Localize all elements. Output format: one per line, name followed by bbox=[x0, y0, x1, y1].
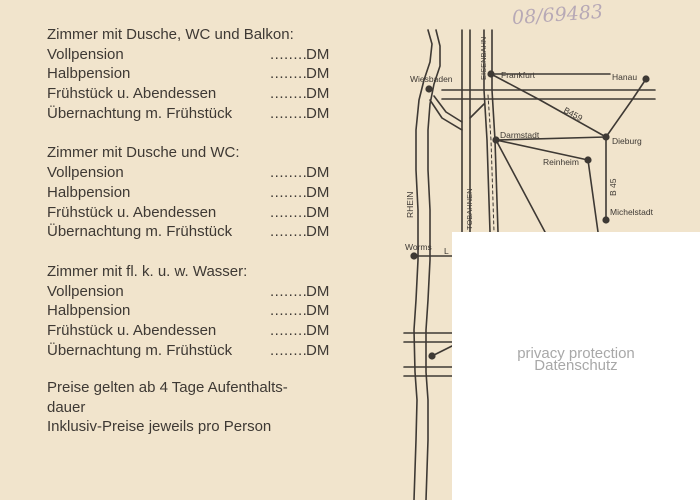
railway-label: EISENBAHN bbox=[479, 36, 488, 80]
row-dots: ........ bbox=[270, 104, 308, 122]
autobahn-label: TOBAHNEN bbox=[465, 188, 474, 230]
row-currency: DM bbox=[306, 203, 330, 221]
city-label-frankfurt: Frankfurt bbox=[501, 70, 536, 80]
privacy-overlay bbox=[452, 232, 700, 500]
row-label: Frühstück u. Abendessen bbox=[47, 85, 217, 103]
row-dots: ........ bbox=[270, 203, 308, 221]
row-dots: ........ bbox=[270, 183, 308, 201]
highway-ramp-b bbox=[434, 96, 462, 122]
note-line: dauer bbox=[47, 398, 86, 416]
privacy-text-en: privacy protection bbox=[517, 345, 635, 362]
city-label-dieburg: Dieburg bbox=[612, 136, 642, 146]
row-label: Übernachtung m. Frühstück bbox=[47, 223, 233, 241]
row-dots: ........ bbox=[270, 302, 308, 320]
row-dots: ........ bbox=[270, 321, 308, 339]
note-line: Inklusiv-Preise jeweils pro Person bbox=[47, 418, 272, 436]
row-dots: ........ bbox=[270, 341, 308, 359]
note-line: Preise gelten ab 4 Tage Aufenthalts- bbox=[47, 379, 288, 397]
row-label: Vollpension bbox=[47, 282, 124, 300]
row-currency: DM bbox=[306, 164, 330, 182]
row-currency: DM bbox=[306, 85, 330, 103]
city-dot-michelstadt bbox=[602, 216, 609, 223]
road-label-b45: B 45 bbox=[608, 178, 618, 196]
city-dot-frankfurt bbox=[487, 70, 494, 77]
city-dot-darmstadt bbox=[492, 136, 499, 143]
city-dot-south bbox=[428, 352, 435, 359]
row-currency: DM bbox=[306, 65, 330, 83]
road-frankfurt-dieburg bbox=[491, 74, 606, 137]
highway-ramp-c bbox=[470, 104, 484, 118]
road-hanau-dieburg bbox=[606, 79, 646, 137]
city-dot-hanau bbox=[642, 75, 649, 82]
section-title: Zimmer mit fl. k. u. w. Wasser: bbox=[47, 262, 248, 280]
row-label: Übernachtung m. Frühstück bbox=[47, 104, 233, 122]
city-label-darmstadt: Darmstadt bbox=[500, 130, 540, 140]
city-label-hanau: Hanau bbox=[612, 72, 638, 82]
road-label-b459: B459 bbox=[562, 104, 585, 124]
highway-ramp-a bbox=[430, 100, 462, 130]
row-label: Übernachtung m. Frühstück bbox=[47, 341, 233, 359]
row-currency: DM bbox=[306, 45, 330, 63]
section-title: Zimmer mit Dusche und WC: bbox=[47, 144, 240, 162]
row-dots: ........ bbox=[270, 282, 308, 300]
row-label: Halbpension bbox=[47, 183, 131, 201]
city-label-michelstadt: Michelstadt bbox=[610, 207, 653, 217]
row-label: Vollpension bbox=[47, 164, 124, 182]
row-currency: DM bbox=[306, 104, 330, 122]
railway-east bbox=[492, 30, 498, 232]
row-dots: ........ bbox=[270, 65, 308, 83]
city-label-worms-suffix: L bbox=[444, 246, 449, 256]
row-label: Frühstück u. Abendessen bbox=[47, 203, 217, 221]
city-label-reinheim: Reinheim bbox=[543, 157, 579, 167]
row-label: Frühstück u. Abendessen bbox=[47, 321, 217, 339]
row-dots: ........ bbox=[270, 45, 308, 63]
city-dot-wiesbaden bbox=[425, 85, 432, 92]
row-label: Halbpension bbox=[47, 302, 131, 320]
row-currency: DM bbox=[306, 341, 330, 359]
section-title: Zimmer mit Dusche, WC und Balkon: bbox=[47, 26, 294, 43]
row-currency: DM bbox=[306, 223, 330, 241]
row-currency: DM bbox=[306, 282, 330, 300]
row-label: Halbpension bbox=[47, 65, 131, 83]
city-dot-dieburg bbox=[602, 133, 609, 140]
road-reinheim-south bbox=[588, 160, 598, 232]
row-currency: DM bbox=[306, 321, 330, 339]
river-label-rhein: RHEIN bbox=[405, 191, 415, 218]
row-dots: ........ bbox=[270, 223, 308, 241]
road-darmstadt-south bbox=[496, 140, 545, 232]
city-dot-reinheim bbox=[584, 156, 591, 163]
row-currency: DM bbox=[306, 183, 330, 201]
city-label-worms: Worms bbox=[405, 242, 432, 252]
privacy-text-de: Datenschutz bbox=[534, 357, 618, 374]
row-dots: ........ bbox=[270, 85, 308, 103]
handwritten-note: 08/69483 bbox=[511, 0, 604, 30]
city-label-wiesbaden: Wiesbaden bbox=[410, 74, 453, 84]
row-label: Vollpension bbox=[47, 45, 124, 63]
row-currency: DM bbox=[306, 302, 330, 320]
row-dots: ........ bbox=[270, 164, 308, 182]
city-dot-worms bbox=[410, 252, 417, 259]
